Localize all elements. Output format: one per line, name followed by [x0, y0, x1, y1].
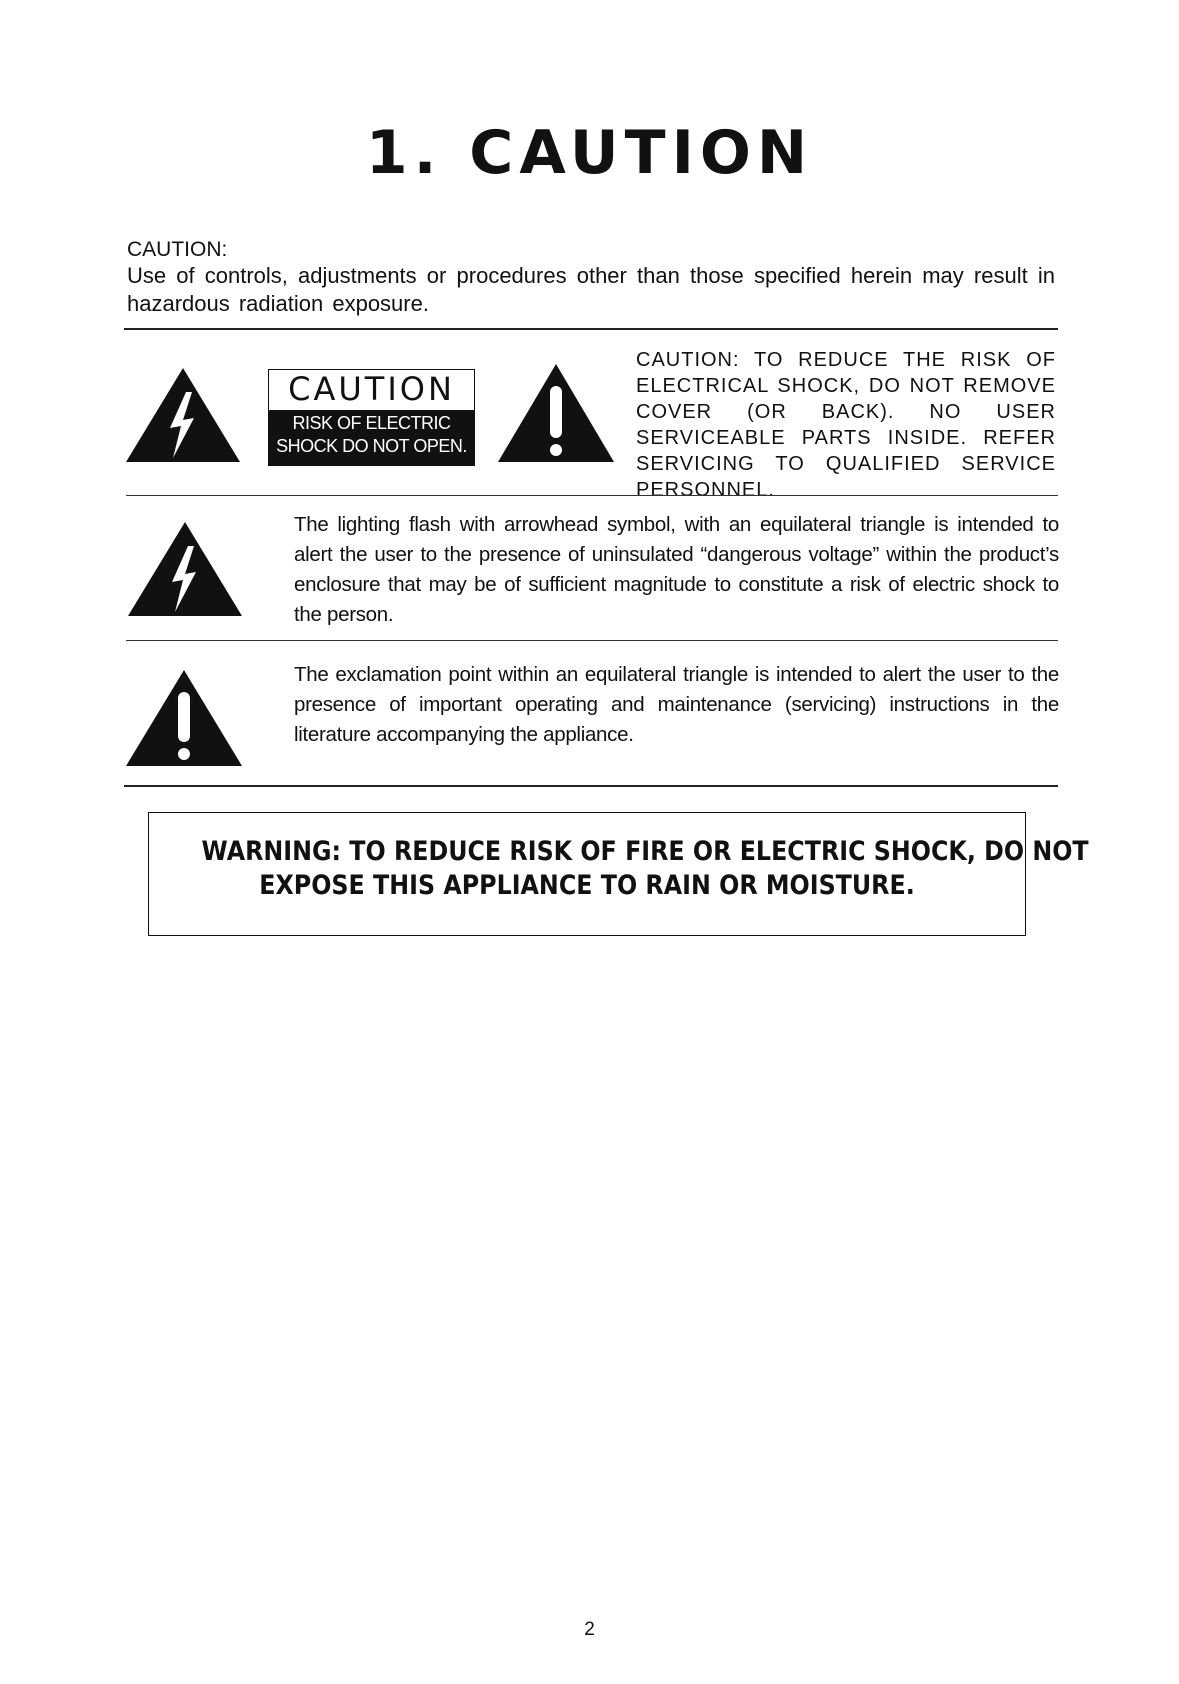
lightning-symbol-description: The lighting flash with arrowhead symbol, with an equilateral triangle is intended to alert the user to the presence of uninsulated “dangerous voltage” within the product’s enclosure that may be of sufficient magnitude to constitute a risk of electric shock to the person. [294, 513, 1059, 626]
caution-box-line2: SHOCK DO NOT OPEN. [276, 436, 467, 456]
page-number: 2 [584, 1619, 595, 1640]
divider-row2 [126, 640, 1058, 641]
lightning-triangle-icon [126, 520, 244, 618]
caution-label-box [268, 369, 475, 466]
divider-row1 [126, 495, 1058, 496]
right-caution-text: CAUTION: TO REDUCE THE RISK OF ELECTRICAL SHOCK, DO NOT REMOVE COVER (OR BACK). NO USER SERVICEABLE PARTS INSIDE. REFER SERVICING TO QUALIFIED SERVICE PERSONNEL. [636, 349, 1056, 501]
caution-text: Use of controls, adjustments or procedures other than those specified herein may result in hazardous radiation exposure. [127, 263, 1055, 316]
caution-box-line1: RISK OF ELECTRIC [292, 413, 451, 433]
warning-box [148, 812, 1089, 936]
caution-box-heading: CAUTION [288, 370, 455, 408]
page-title: 1. CAUTION [365, 118, 814, 188]
divider-bottom [124, 785, 1058, 787]
warning-line1: WARNING: TO REDUCE RISK OF FIRE OR ELECTRIC SHOCK, DO NOT [201, 836, 1089, 867]
exclamation-triangle-icon [124, 668, 244, 768]
divider-top [124, 328, 1058, 330]
warning-text [201, 835, 1089, 903]
caution-box-subtext [269, 410, 474, 465]
warning-line2: EXPOSE THIS APPLIANCE TO RAIN OR MOISTURE. [259, 870, 915, 901]
lightning-triangle-icon [124, 366, 242, 464]
caution-label: CAUTION: [127, 238, 228, 261]
exclamation-triangle-icon [496, 362, 616, 464]
exclamation-symbol-description: The exclamation point within an equilateral triangle is intended to alert the user to the presence of important operating and maintenance (servicing) instructions in the literature accompanying the appliance. [294, 663, 1059, 746]
